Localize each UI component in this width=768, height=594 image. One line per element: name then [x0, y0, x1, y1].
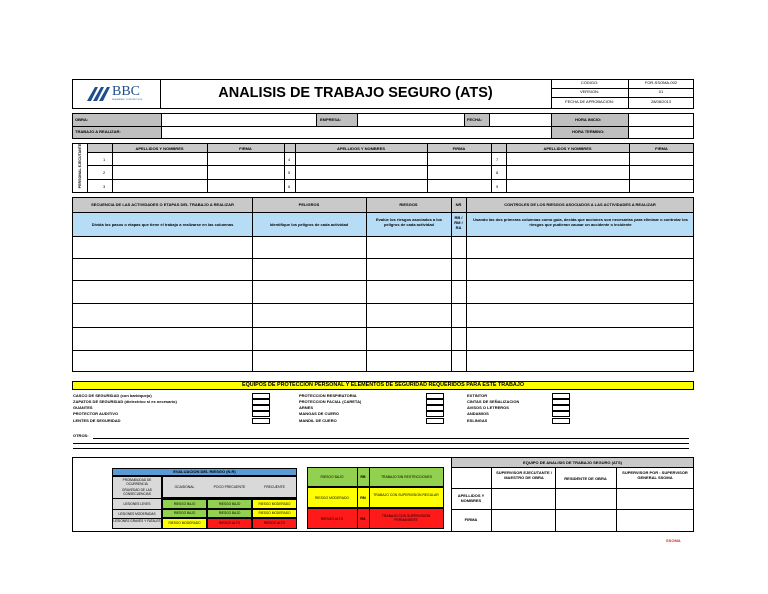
col-header-riesgos: RIESGOS [399, 202, 418, 207]
epp-title: EQUIPOS DE PROTECCION PERSONAL Y ELEMENTOS DE SEGURIDAD REQUERIDOS PARA ESTE TRABAJO [241, 382, 525, 388]
otros-line[interactable] [73, 443, 689, 444]
meta-label-codigo: CODIGO: [580, 80, 599, 85]
risk-col-label: OCASIONAL [174, 485, 195, 489]
trabajo-field[interactable] [162, 127, 551, 138]
risk-col-label: FRECUENTE [264, 485, 285, 489]
obra-field[interactable] [162, 114, 316, 126]
hora-termino-label: HORA TERMINO: [572, 129, 605, 134]
epp-checkbox[interactable] [252, 418, 270, 424]
risk-cell-text: RIESGO ALTO [263, 521, 286, 525]
epp-item: MANGAS DE CUERO [299, 411, 340, 416]
signature-row-label: APELLIDOS Y NOMBRES [457, 493, 485, 503]
signature-title: EQUIPO DE ANALISIS DE TRABAJO SEGURO (ATS) [523, 460, 622, 465]
empresa-field[interactable] [358, 114, 464, 126]
signature-row-label: FIRMA [464, 517, 478, 522]
row-number: 8 [496, 170, 499, 175]
divider [366, 197, 367, 372]
epp-item: ARNES [299, 405, 314, 410]
instruction-controles: Usando las dos primeras columnas como guía, decida que acciones son necesarias para eliminar o controlar los riesgos que pudieran causar un accidente o incidente [473, 217, 688, 227]
epp-checkbox[interactable] [426, 411, 444, 417]
risk-cell-text: RIESGO ALTO [218, 521, 241, 525]
col-header-secuencia: SECUENCIA DE LAS ACTIVIDADES O ETAPAS DEL TRABAJO A REALIZAR [91, 202, 234, 207]
firma-col-header: FIRMA [452, 146, 466, 151]
epp-item: ANDAMIOS [467, 411, 489, 416]
signature-field[interactable] [556, 510, 615, 531]
legend-level: RIESGO BAJO [320, 475, 344, 479]
divider [87, 152, 694, 153]
risk-row-label: PROBABILIDAD DE OCURRENCIA [122, 478, 152, 486]
epp-item: PROTECTOR AUDITIVO [73, 411, 119, 416]
epp-item: ESLINGAS [467, 418, 488, 423]
signature-col-header: SUPERVISOR POR : SUPERVISOR GENERAL SSOMA [622, 470, 688, 480]
legend-level: RIESGO ALTO [320, 517, 344, 521]
hora-inicio-label: HORA INICIO: [575, 117, 602, 122]
divider [87, 179, 694, 180]
firma-col-header: FIRMA [655, 146, 668, 151]
signature-field[interactable] [492, 489, 554, 508]
epp-checkbox[interactable] [552, 418, 570, 424]
row-number: 1 [103, 157, 106, 162]
risk-row-label: LESIONES LEVES [123, 502, 151, 506]
hora-inicio-field[interactable] [629, 114, 693, 126]
divider [72, 236, 694, 237]
risk-cell-text: RIESGO BAJO [173, 502, 196, 506]
meta-label-fecha-aprobacion: FECHA DE APROBACION: [565, 99, 614, 104]
row-number: 2 [103, 170, 106, 175]
epp-item: PROTECCION FACIAL (CARETA) [299, 399, 362, 404]
company-name: BBC [112, 84, 141, 99]
row-number: 4 [288, 157, 291, 162]
divider [466, 197, 467, 372]
epp-checkbox[interactable] [252, 411, 270, 417]
meta-value-fecha-aprobacion: 28/08/2013 [650, 99, 672, 104]
risk-col-label: POCO FRECUENTE [213, 485, 246, 489]
epp-item: GUANTES [73, 405, 93, 410]
legend-level: RIESGO MODERADO [314, 496, 350, 500]
legend-code: RA [360, 517, 366, 521]
signature-field[interactable] [556, 489, 615, 508]
table-row [72, 350, 694, 351]
personal-side-label [73, 144, 87, 192]
meta-label-version: VERSION: [579, 89, 600, 94]
risk-cell-text: RIESGO BAJO [173, 511, 196, 515]
divider [72, 212, 694, 213]
risk-cell-text: RIESGO MODERADO [258, 511, 291, 515]
risk-row-label: LESIONES MODERADAS [118, 512, 156, 516]
divider [551, 97, 694, 98]
legend-code: RB [360, 475, 366, 479]
epp-item: MANDIL DE CUERO [299, 418, 337, 423]
epp-item: LENTES DE SEGURIDAD [73, 418, 121, 423]
firma-col-header: FIRMA [239, 146, 252, 151]
divider [87, 143, 88, 193]
epp-item: EXTINTOR [467, 393, 488, 398]
row-number: 6 [288, 184, 291, 189]
legend-action: TRABAJO CON SUPERVISION PERMANENTE [381, 514, 431, 522]
epp-item: CASCO DE SEGURIDAD (con barbiquejo) [73, 393, 152, 398]
row-number: 5 [288, 170, 291, 175]
table-row [72, 327, 694, 328]
row-number: 3 [103, 184, 106, 189]
company-logo [85, 83, 155, 105]
legend-action: TRABAJO CON SUPERVISION REGULAR [373, 493, 439, 497]
risk-row-label: LESIONES GRAVES Y FATALES [113, 519, 161, 523]
row-number: 7 [496, 157, 499, 162]
divider [284, 143, 285, 193]
risk-cell-text: RIESGO BAJO [218, 511, 241, 515]
meta-value-codigo: FOR-SSOMA-002 [644, 80, 678, 85]
risk-cell-text: RIESGO MODERADO [168, 521, 201, 525]
epp-item: ZAPATOS DE SEGURIDAD (dielectrico si es necesario) [73, 399, 177, 404]
table-row [72, 280, 694, 281]
instruction-nr: RB / RM / RA [454, 215, 463, 230]
divider [451, 467, 694, 468]
names-col-header: APELLIDOS Y NOMBRES [135, 146, 184, 151]
legend-code: RM [360, 496, 366, 500]
risk-matrix-title: EVALUACION DEL RIESGO (N.R) [173, 469, 236, 474]
fecha-label: FECHA: [467, 117, 483, 122]
otros-line[interactable] [73, 448, 689, 449]
footer-code: SSOMA [666, 538, 681, 543]
meta-value-version: 01 [658, 89, 664, 94]
signature-field[interactable] [492, 510, 554, 531]
col-header-nr: NR [455, 202, 462, 207]
signature-field[interactable] [617, 489, 693, 508]
epp-item: AVISOS O LETREROS [467, 405, 509, 410]
risk-cell-text: RIESGO MODERADO [258, 502, 291, 506]
empresa-label: EMPRESA: [320, 117, 342, 122]
signature-col-header: RESIDENTE DE OBRA [564, 476, 607, 481]
risk-row-label: GRAVEDAD DE LAS CONSECUENCIAS [122, 488, 152, 496]
logo-mark-icon [85, 84, 113, 102]
names-col-header: APELLIDOS Y NOMBRES [543, 146, 592, 151]
row-number: 9 [496, 184, 499, 189]
col-header-peligros: PELIGROS [298, 202, 320, 207]
fecha-field[interactable] [490, 114, 551, 126]
instruction-secuencia: Divida los pasos o etapas que tiene el trabajo a realizarse en las columnas [91, 222, 234, 227]
epp-item: PROTECCION RESPIRATORIA [299, 393, 357, 398]
instruction-riesgos: Evalúe los riesgos asociados a los peligros de cada actividad [375, 217, 443, 227]
epp-item: CINTAS DE SEÑALIZACION [467, 399, 520, 404]
signature-field[interactable] [617, 510, 693, 531]
legend-action: TRABAJO SIN RESTRICCIONES [380, 475, 433, 479]
divider [87, 165, 694, 166]
names-col-header: APELLIDOS Y NOMBRES [336, 146, 386, 151]
otros-line[interactable] [93, 438, 689, 439]
epp-checkbox[interactable] [552, 411, 570, 417]
table-row [72, 303, 694, 304]
hora-termino-field[interactable] [629, 127, 693, 138]
instruction-peligros: Identifique los peligros de cada actividad [269, 222, 349, 227]
risk-cell-text: RIESGO BAJO [218, 502, 241, 506]
signature-col-header: SUPERVISOR EJECUTANTE / MAESTRO DE OBRA [496, 470, 552, 480]
page-title: ANALISIS DE TRABAJO SEGURO (ATS) [218, 85, 493, 101]
divider [316, 113, 317, 126]
col-header-controles: CONTROLES DE LOS RIESGOS ASOCIADOS A LAS ACTIVIDADES A REALIZAR [504, 202, 656, 207]
trabajo-label: TRABAJO A REALIZAR: [75, 129, 121, 134]
table-row [72, 258, 694, 259]
company-sub: INGENIERIA Y CONSTRUCCION [112, 99, 143, 101]
divider [491, 143, 492, 193]
epp-checkbox[interactable] [426, 418, 444, 424]
obra-label: OBRA: [75, 117, 89, 122]
personal-side-text: PERSONAL EJECUTANTE [78, 143, 82, 189]
otros-label: OTROS: [73, 433, 89, 438]
divider [464, 113, 465, 126]
